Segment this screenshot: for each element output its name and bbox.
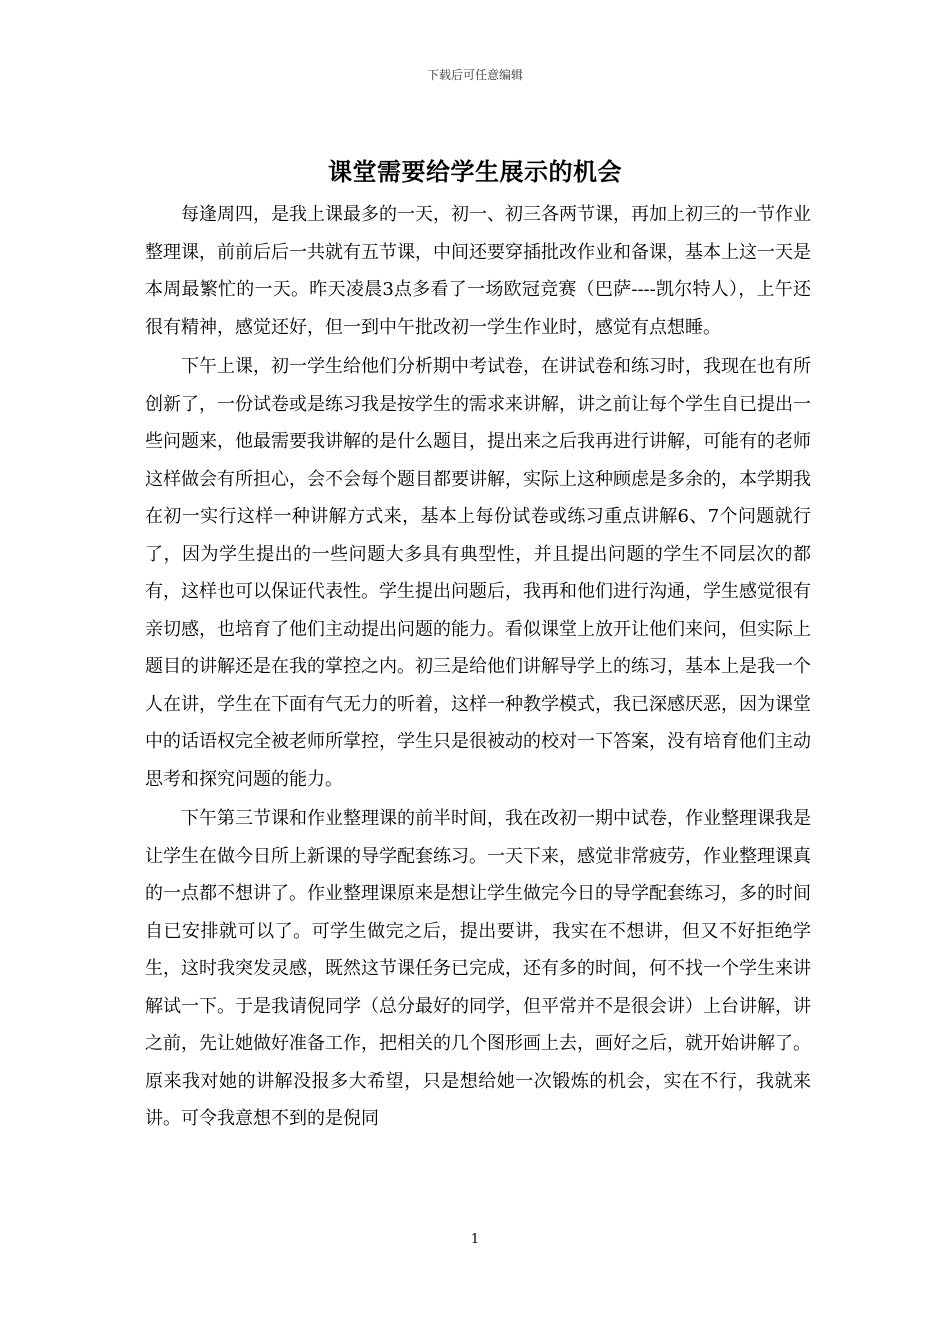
page-header: 下载后可任意编辑 (426, 68, 523, 82)
paragraph-1: 每逢周四，是我上课最多的一天，初一、初三各两节课，再加上初三的一节作业整理课，前前后后一共就有五节课，中间还要穿插批改作业和备课，基本上这一天是本周最繁忙的一天。昨天凌晨3点多看了一场欧冠竞赛（巴萨----凯尔特人），上午还很有精神，感觉还好，但一到中午批改初一学生作业时，感觉有点想睡。 (145, 204, 811, 338)
document-title: 课堂需要给学生展示的机会 (328, 157, 622, 186)
paragraph-2: 下午上课，初一学生给他们分析期中考试卷，在讲试卷和练习时，我现在也有所创新了，一份试卷或是练习我是按学生的需求来讲解，讲之前让每个学生自已提出一些问题来，他最需要我讲解的是什么题目，提出来之后我再进行讲解，可能有的老师这样做会有所担心，会不会每个题目都要讲解，实际上这种顾虑是多余的，本学期我在初一实行这样一种讲解方式来，基本上每份试卷或练习重点讲解6、7个问题就行了，因为学生提出的一些问题大多具有典型性，并且提出问题的学生不同层次的都有，这样也可以保证代表性。学生提出问题后，我再和他们进行沟通，学生感觉很有亲切感，也培育了他们主动提出问题的能力。看似课堂上放开让他们来问，但实际上题目的讲解还是在我的掌控之内。初三是给他们讲解导学上的练习，基本上是我一个人在讲，学生在下面有气无力的听着，这样一种教学模式，我已深感厌恶，因为课堂中的话语权完全被老师所掌控，学生只是很被动的校对一下答案，没有培育他们主动思考和探究问题的能力。 (145, 356, 811, 790)
paragraph-3: 下午第三节课和作业整理课的前半时间，我在改初一期中试卷，作业整理课我是让学生在做今日所上新课的导学配套练习。一天下来，感觉非常疲劳，作业整理课真的一点都不想讲了。作业整理课原来是想让学生做完今日的导学配套练习，多的时间自已安排就可以了。可学生做完之后，提出要讲，我实在不想讲，但又不好拒绝学生，这时我突发灵感，既然这节课任务已完成，还有多的时间，何不找一个学生来讲解试一下。于是我请倪同学（总分最好的同学，但平常并不是很会讲）上台讲解，讲之前，先让她做好准备工作，把相关的几个图形画上去，画好之后，就开始讲解了。原来我对她的讲解没报多大希望，只是想给她一次锻炼的机会，实在不行，我就来讲。可令我意想不到的是倪同 (145, 808, 811, 1129)
page-number: 1 (470, 1232, 480, 1247)
document-body (145, 196, 811, 1140)
